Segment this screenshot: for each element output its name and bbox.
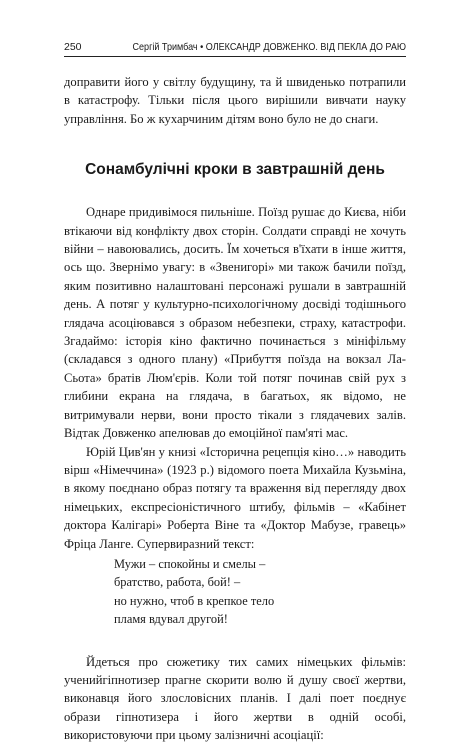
poem-line: пламя вдувал другой!: [114, 612, 228, 627]
book-page: [64, 40, 406, 745]
paragraph-hypnotist: Йдеться про сюжетику тих самих німецьких фільмів: ученийгіпнотизер прагне скорити волю й душу своєї жертви, виконавця його злословісних планів. І далі поет поєднує образи гіпнотизера і його жертви в одній особі, використовуючи при цьому залізничні асоціації:: [64, 654, 406, 743]
poem-line: братство, работа, бой! –: [114, 575, 241, 590]
running-head-title: Сергій Тримбач • ОЛЕКСАНДР ДОВЖЕНКО. ВІД ПЕКЛА ДО РАЮ: [132, 41, 406, 53]
poem-line: но нужно, чтоб в крепкое тело: [114, 593, 275, 608]
running-head: [64, 40, 406, 57]
page-number: 250: [64, 41, 82, 53]
poem-quote: [114, 555, 406, 629]
continuation-paragraph: доправити його у світлу будущину, та й швиденько потрапили в катастрофу. Тільки після цього вирішили вивчати науку управління. Бо ж кухарчиним дітям воно було не до снаги.: [64, 75, 406, 126]
section-heading: Сонамбулічні кроки в завтрашній день: [85, 161, 385, 179]
paragraph-tsivian: Юрій Цив'ян у книзі «Історична рецепція кіно…» наводить вірш «Німеччина» (1923 р.) відомого поета Михайла Кузьміна, в якому поєднано образ потягу та враження від перегляду двох німецьких, експресіоністичного штибу, фільмів – «Кабінет доктора Калігарі» Роберта Віне та «Доктор Мабузе, гравець» Фріца Ланге. Супервиразний текст:: [64, 444, 406, 551]
paragraph-train: Однаре придивімося пильніше. Поїзд рушає до Києва, ніби втікаючи від конфлікту двох сторін. Солдати справді не хочуть війни – навоювались, досить. Їм хочеться в'їхати в інше життя, ось що. Звернімо увагу: в «Звенигорі» ми також бачили поїзд, яким позитивно налаштовані персонажі рушали в завтрашній день. А потяг у культурно-психологічному досвіді тодішнього глядача асоціювався з образом небезпеки, страху, катастрофи. Згадаймо: історія кіно фактично починається з мініфільму (складався з одного плану) «Прибуття поїзда на вокзал Ла-Сьота» братів Люм'єрів. Коли той потяг починав свій рух з глибини екрана на глядача, в багатьох, як відомо, не витримували нерви, вони просто тікали з глядачевих залів. Відтак Довженко апелював до емоційної пам'яті мас.: [64, 205, 406, 441]
poem-line: Мужи – спокойны и смелы –: [114, 556, 266, 571]
